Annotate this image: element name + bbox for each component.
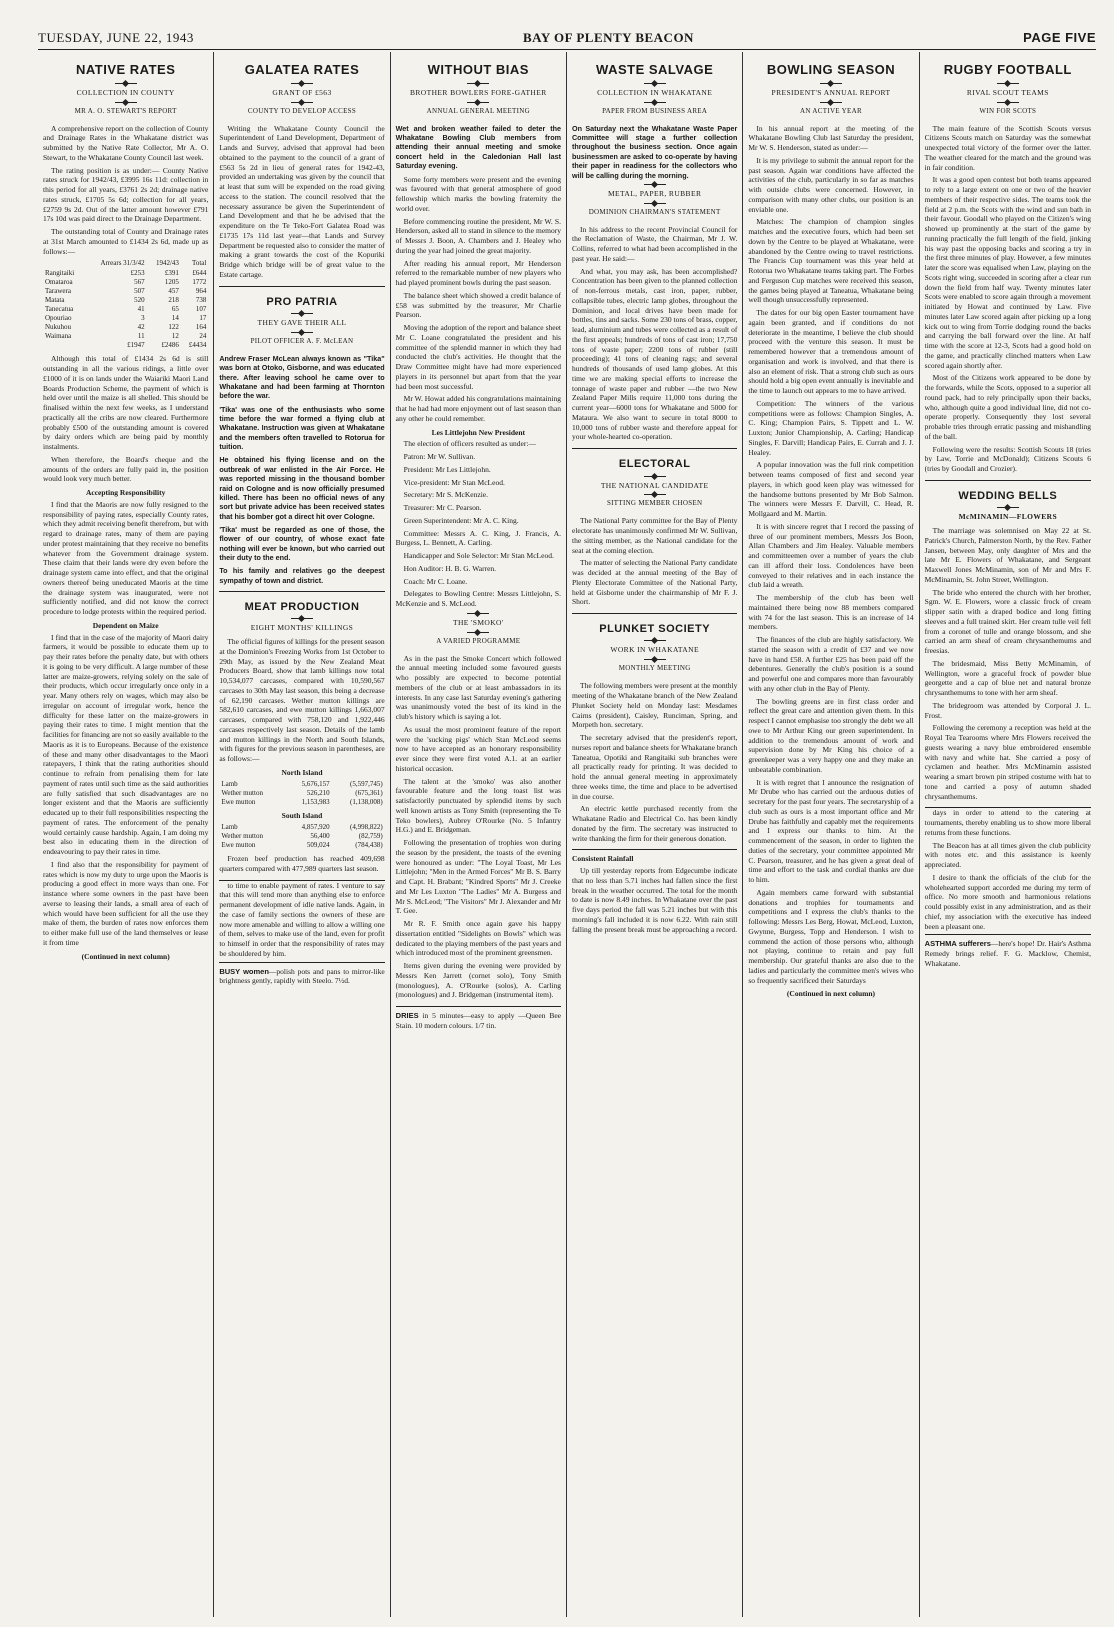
paragraph: Following the presentation of trophies won during the season by the president, the toasts of the evening were honoured as under: "The Loyal Toast, Mr Les Littlejohn; "Men in the Armed Forces" Mr B. S. Barry and Capt. H. Brabant; "Kindred Sports" Mr J. Creeke and Mr Les Luxton "The Ladies" Mr A. Burgess and Mr S. McLeod; "The Visitors" Mr J. Alexander and Mr T. Gee. [395,838,561,916]
paragraph: The official figures of killings for the present season at the Dominion's Freezing Works from 1st October to 29th May, as issued by the New Zealand Meat Producers Board, show that lamb killings now total 10,534,077 carcases, compared with 10,590,567 carcases to 30th May last season, this being a decrease of 62,190 carcases. Wether mutton killings are 582,610 carcases, and ewe mutton killings 1,663,007 carcases, compared with 758,120 and 1,922,446 carcases respectively last season. Details of the lamb and mutton killings in the North and South Islands, with figures for the previous season in parentheses, are as follows:— [219,637,385,764]
paragraph: Items given during the evening were provided by Messrs Ken Jarrett (cornet solo), Tony Smith (monologues), A. O'Rourke (solos), A. Carling (monologues) and J. Bridgeman (instrumental item). [395,961,561,1000]
subhead: THE NATIONAL CANDIDATE [600,480,709,490]
paragraph: The bride who entered the church with her brother, Sgm. W. E. Flowers, wore a classic frock of cream slipper satin with a draped bodice and long fitting sleeves and a full trained skirt. Her cream tulle veil fell from a coronet of tulle and orange blossom, and she carried an arm sheaf of cream chrysanthemums and freesias. [924,587,1091,656]
table-cell: 5,676,157 [301,779,330,788]
paragraph: After reading his annual report, Mr Henderson referred to the remarkable number of new players who had played prominent bowls during the past season. [395,258,561,288]
table-cell: 56,400 [310,831,330,840]
table-row [43,314,208,323]
article-bowling-season [748,62,913,999]
paragraph: Following were the results: Scottish Scouts 18 (tries by Law, Torrie and McDonald); Citizens Scouts 6 (tries by Goodall and Crozier). [924,444,1091,474]
divider-icon [115,83,137,84]
subhead: AN ACTIVE YEAR [800,106,862,115]
list-item: Hon Auditor: H. B. G. Warren. [403,563,497,573]
table-cell: 14 [171,314,179,323]
subhead: BROTHER BOWLERS FORE-GATHER [410,87,547,97]
table-cell: 738 [195,295,207,304]
paragraph: days in order to attend to the catering at tournaments, thereby enabling us to show more liberal returns from these functions. [924,808,1091,837]
section-rule [219,591,384,592]
headline-native-rates: NATIVE RATES [75,62,176,77]
headline-without-bias: WITHOUT BIAS [427,62,529,77]
table-cell: 4,857,920 [301,822,330,831]
subhead: COLLECTION IN WHAKATANE [597,87,713,97]
paragraph: Most of the Citizens work appeared to be done by the forwards, while the Scots, opposed to a superior all round pack, had to rely principally upon their backs, who, although quite a good individual line, did not co-operate properly. Consequently they lost several probable tries through erratic passing and mishandling of the ball. [924,373,1091,441]
headline-bowling-season: BOWLING SEASON [766,62,896,77]
article-native-rates [43,62,208,961]
subhead: RIVAL SCOUT TEAMS [966,87,1049,97]
masthead-date: TUESDAY, JUNE 22, 1943 [38,30,194,45]
paragraph: When therefore, the Board's cheque and the amounts of the orders are fully paid in, the position would look very much better. [43,454,209,484]
article-wedding-bells [925,489,1091,801]
table-cell: 42 [137,323,145,332]
paragraph: A popular innovation was the full rink competition between teams composed of first and second year players, in which good keen play was witnessed for the handsome buttons presented by Mr Bob Salmon. The winners were Messrs F. Darvill, C. Head, R. Mollgaard and M. Martin. [748,460,914,519]
divider-icon [644,659,666,660]
table-total-row [43,341,208,350]
table-cell: 24 [199,332,207,341]
paragraph: Some forty members were present and the evening was favoured with that general atmosphere of good fellowship which marks the bowling fraternity the world over. [395,174,561,213]
paragraph: The Beacon has at all times given the club publicity with notes etc. and this assistance is keenly appreciated. [924,840,1091,870]
table-row [219,832,384,841]
paragraph: Mr W. Howat added his congratulations maintaining that he had had more enjoyment out of last season than any other he could remember. [395,394,561,423]
table-cell: £644 [192,268,207,277]
article-meat-production [219,600,384,873]
table-cell: (5,597,745) [349,779,383,788]
list-item: Vice-president: Mr Stan McLeod. [403,477,505,487]
masthead-paper-name: BAY OF PLENTY BEACON [522,30,694,45]
table-cell: (4,998,822) [349,822,383,831]
paragraph: As usual the most prominent feature of the report were the 'sucking pigs' which Stan McLeod seems now to have accepted as an honorary responsibility ever since they were first voted A.1. at an earlier historical occasion. [395,724,561,773]
paragraph: I find that the Maoris are now fully resigned to the responsibility of paying rates, especially County rates, which they admit receiving benefit therefrom, but with regard to drainage rates, many of them are paying under protest maintaining that they receive no benefits whatever from the Government drainage system. These claim that their lands were dry even before the drainage system came into effect, and that the original owners thereof being uneducated Maoris at the time the drainage system was inaugurated, were not sufficiently notified, and did not know the correct procedure to lodge protests within the required period. [43,499,209,617]
paragraph: Frozen beef production has reached 409,698 quarters compared with 477,989 quarters last season. [219,854,385,873]
table-row [43,287,208,296]
list-item: Committee: Messrs A. C. King, J. Francis, A. Burgess, L. Bennett, A. Carling. [395,528,561,548]
north-island-table [219,780,384,807]
table-row [219,823,384,832]
table-cell: 41 [137,304,145,313]
subhead: COLLECTION IN COUNTY [76,87,175,97]
paragraph: Moving the adoption of the report and balance sheet Mr C. Loane congratulated the president and his committee of the splendid manner in which they had conducted the club's activities. He thought that the Draw Committee might have had more experienced players in its personnel but apart from that the year had been most successful. [395,323,561,391]
paragraph: The National Party committee for the Bay of Plenty electorate has unanimously confirmed Mr W. Sullivan, the sitting member, as the National candidate for the seat at the coming election. [571,516,738,555]
table-cell: Waimana [45,332,72,341]
divider-icon [997,83,1019,84]
paragraph: Competition: The winners of the various competitions were as follows: Champion Singles, A. C. King; Champion Pairs, S. Tippett and L. W. Luxton; Junior Championship, A. Carling; Handicap Singles, F. Darvill; Handicap Pairs, E. Currah and J. J. Healey. [748,398,914,457]
table-row [219,780,384,789]
paragraph: The membership of the club has been well maintained there being now 88 members compared with 74 for the last season. This is an increase of 14 members. [748,593,914,632]
headline-meat-production: MEAT PRODUCTION [244,601,360,614]
continued-native-rates [219,881,384,959]
table-cell: 567 [134,277,145,286]
article-galatea-rates [219,62,384,280]
column-4 [567,52,743,1617]
subhead: EIGHT MONTHS' KILLINGS [250,623,354,633]
divider-icon [644,83,666,84]
paragraph: As in the past the Smoke Concert which followed the annual meeting included some favoured guests who possibly are expected to become potential members of the club or at least ambassadors in its interests. In any case last Saturday evening's gathering was unanimously voted the best of its kind in the club's history which is saying a lot. [395,653,561,722]
section-rule [219,286,384,287]
divider-icon [291,618,313,619]
paragraph: The election of officers resulted as under:— [403,439,536,449]
table-cell: 107 [195,304,207,313]
table-row [43,323,208,332]
table-cell: £391 [164,268,179,277]
divider-icon [467,83,489,84]
paragraph: I desire to thank the officials of the club for the wholehearted support accorded me during my term of office. No more smooth and harmonious relations could possibly exist in any administration, and as their chief, my association with the executive has indeed been a pleasant one. [924,872,1091,931]
table-cell: 509,024 [306,840,330,849]
paragraph: The bridesmaid, Miss Betty McMinamin, of Wellington, wore a graceful frock of powder blue georgette and a cap of blue net and natural bronze chrysanthemums to tone with her arm sheaf. [924,658,1091,698]
paragraph: The outstanding total of County and Drainage rates at 31st March amounted to £1434 2s 6d, made up as follows:— [43,227,209,256]
paragraph: It was a good open contest but both teams appeared to rely to a large extent on one or two of the heavier members of their respective sides. The teams took the field at 2 p.m. the Scots with the wind and sun bath in their favour. Goodall who played on the Citizen's wing showed up prominently at the start of the game by running practically the full length of the field, jinking his way past the opposing backs and scoring a try in the first three minutes of play. However, a few minutes later the score was equalised when Law, playing on the Scots right wing, succeeded in scoring after a clear run down the field from half way. Twenty minutes later Scots were enabled to score again through a movement initiated by Howat and continued by Law. Five minutes later Law scored again after picking up a long kick out to wing from Torrie dodging round the backs and carrying the ball forward over the line. At half time with the score at 12-3, Scots had a good hold on the game, and practically clinched matters when Law scored again shortly after. [924,175,1091,370]
subhead: McMINAMIN—FLOWERS [958,512,1058,522]
table-row [43,305,208,314]
table-cell: 218 [168,295,179,304]
subhead: MONTHLY MEETING [618,664,691,673]
table-cell: £1947 [127,341,145,350]
list-item: Treasurer: Mr C. Pearson. [403,503,482,513]
table-cell: Wether mutton [221,788,263,797]
table-cell: 65 [171,304,179,313]
paragraph: The finances of the club are highly satisfactory. We started the season with a credit of £37 and we now have in hand £58. A further £25 has been paid off the debentures. Generally the club's position is a sound and powerful one and compares more than favourably with any other club in the Bay of Plenty. [748,635,914,693]
paragraph: to time to enable payment of rates. I venture to say that this will tend more than anything else to enforce permanent development of idle native lands. Again, in the case of family sections the owners of these are now more amenable and willing to allow a willing one of them, selves to make use of the land, even for profit to himself in order that the responsibility of rates may be shouldered by him. [219,880,385,958]
paragraph: Matches: The champion of champion singles matches and the executive fours, which had been set down by the Centre to be played at Whakatane, were abandoned by the Centre owing to travel restrictions. The Francis Cup tournament was this year held at Rotorua two Whakatane teams taking part. The Forbes and Ferguson Cup matches were received this season, the games being played at Taneatua, Whakatane being well though unsuccessfully represented. [748,217,914,305]
subhead-smoko: THE 'SMOKO' [452,617,504,627]
paragraph: The bridegroom was attended by Corporal J. L. Frost. [924,700,1091,720]
continued-note: (Continued in next column) [81,951,170,961]
table-cell: 507 [134,286,145,295]
divider-icon [467,613,489,614]
paragraph: The following members were present at the monthly meeting of the Whakatane branch of the New Zealand Plunket Society held on Monday last: Mesdames Cairns (president), Caisley, Runciman, Spring, and Morpeth hon. secretary. [571,681,738,730]
table-cell: 1772 [192,277,207,286]
table-row [219,789,384,798]
headline-pro-patria: PRO PATRIA [266,295,338,308]
divider-icon [644,476,666,477]
article-waste-salvage [572,62,737,442]
section-rule [572,613,737,614]
table-cell: 964 [195,286,207,295]
subhead: WORK IN WHAKATANE [610,645,699,655]
paragraph: In his address to the recent Provincial Council for the Reclamation of Waste, the Chairman, Mr J. W. Collins, referred to what had been accomplished in the past year. He said:— [571,224,738,263]
table-cell: 12 [171,332,179,341]
lede-paragraph: 'Tika' must be regarded as one of those, the flower of our country, of whose exact fate nothing will ever be known, but who carried out their duty to the end. [219,524,385,563]
list-item: Patron: Mr W. Sullivan. [403,452,476,462]
table-cell: £2486 [161,341,179,350]
table-cell: 17 [199,314,207,323]
paragraph: Mr R. F. Smith once again gave his happy dissertation entitled "Sidelights on Bowls" which was dedicated to the playing members of the past years and which introduced most of the prominent greensmen. [395,919,561,958]
table-row [43,278,208,287]
paragraph: The marriage was solemnised on May 22 at St. Patrick's Church, Palmerston North, by the Rev. Father Jansen, between May, only daughter of Mrs and the late Mr E. Flowers of Whakatane, and Sergeant Maxwell Jones McMinamin, son of Mr and Mrs F. McMinamin, St. John Street, Wellington. [924,526,1091,584]
table-cell: 11 [137,332,145,341]
subhead: ANNUAL GENERAL MEETING [426,106,530,115]
masthead-page-number: PAGE FIVE [1023,30,1096,45]
section-rule [572,849,737,850]
table-row [219,841,384,850]
divider-icon [644,203,666,204]
paragraph: Up till yesterday reports from Edgecumbe indicate that no less than 5.71 inches had fallen since the first break in the weather occurred. The total for the month to date is now 8.49 inches. In Whakatane over the past five days period the fall was 5.21 inches but with this morning's fall included it is now 6.22. With rain still falling the present break must be approaching a record. [571,866,738,934]
paragraph: An electric kettle purchased recently from the Whakatane Radio and Electrical Co. has been kindly donated by the firm. The secretary was instructed to write thanking the firm for their generous donation. [571,804,738,843]
table-cell: Total [192,259,207,268]
table-cell: Lamb [221,779,238,788]
paragraph: Again members came forward with substantial donations and trophies for tournaments and competitions and I express the club's thanks to the following: Messrs Les Berg, Howat, McLeod, Luxton, Gwynne, Burgess, Topp and Henderson. I wish to commend the action of those persons who, although not playing, continue to retain and pay full membership. Our grateful thanks are also due to the ladies and particularly the committee men's wives who so frequently sacrificed their Saturdays [748,887,914,985]
table-cell: 1942/43 [155,259,179,268]
article-rugby-football [925,62,1091,474]
subhead: THEY GAVE THEIR ALL [257,318,347,328]
paragraph: The rating position is as under:— County Native rates struck for 1942/43, £3995 16s 11d: collection in this period for all years, £3761 2s 2d; drainage native rates struck, £1705 5s 6d; collection for all years, £2759 9s 2d. Out of the latter amount however £791 17s 10d was paid direct to the Drainage Department. [43,165,209,224]
column-6 [920,52,1096,1617]
list-item: Secretary: Mr S. McKenzie. [403,490,489,500]
table-cell: 1,153,983 [301,797,330,806]
subhead: SITTING MEMBER CHOSEN [606,499,703,508]
section-rule [572,448,737,449]
paragraph: It is with sincere regret that I record the passing of three of our prominent members, Messrs Jos Boon, Allan Chambers and Jim Healey. Valuable members and committeemen over a number of years the club can ill afford their loss. Condolences have been conveyed to their relatives and in each instance the club laid a wreath. [748,521,914,590]
divider-icon [467,102,489,103]
table-cell: 164 [195,323,207,332]
table-cell: Opouriao [45,314,72,323]
table-cell: Wether mutton [221,831,263,840]
advert-asthma-remedy: ASTHMA sufferers—here's hope! Dr. Hair's Asthma Remedy brings relief. F. G. Macklow, Chemist, Whakatane. [925,934,1091,968]
paragraph: Following the ceremony a reception was held at the Royal Tea Tearooms where Mrs Flowers received the guests wearing a navy blue embroidered ensemble with navy and white hat. She carried a posy of cyclamen and heather. Mrs McMinamin assisted wearing a smart brown pin striped costume with hat to tone and carried a posy of autumn shaded chrysanthemums. [924,723,1091,801]
article-without-bias [396,62,561,1000]
table-title: South Island [281,810,323,820]
list-item: Handicapper and Sole Selector: Mr Stan McLeod. [403,551,554,561]
subhead: MR A. O. STEWART'S REPORT [74,106,177,115]
headline-galatea-rates: GALATEA RATES [244,62,360,77]
table-row [43,269,208,278]
headline-rugby-football: RUGBY FOOTBALL [943,62,1072,77]
section-subhead: Accepting Responsibility [85,488,166,498]
paragraph: The dates for our big open Easter tournament have again been granted, and if conditions do not deteriorate in the meantime, I believe the club should proceed with the venture this season. It must be remembered however that a tremendous amount of organisation and work is involved, and that there is also an element of risk. That a strong club such as ours should hold a big open event annually is inevitable and the time to launch out appears to me to have arrived. [748,308,914,396]
paragraph: The balance sheet which showed a credit balance of £58 was submitted by the treasurer, Mr Charlie Pearson. [395,290,561,320]
divider-icon [291,332,313,333]
headline-waste-salvage: WASTE SALVAGE [596,62,714,77]
table-cell: (784,438) [355,840,383,849]
table-cell: (675,361) [355,788,383,797]
paragraph: The talent at the 'smoko' was also another favourable feature and the long toast list was satisfactorily punctuated by splendid items by such well known artists as Tony Smith (representing the Te Teko bowlers), Aubrey O'Rourke (No. 5 Infantry H.G.) and E. Bridgeman. [395,776,561,835]
table-cell: Matata [45,295,65,304]
masthead [38,30,1096,50]
table-title: North Island [281,767,323,777]
advert-steelo: BUSY women—polish pots and pans to mirror-like brightness gently, rapidly with Steelo. 7½d. [219,962,384,987]
subhead: METAL, PAPER, RUBBER [607,188,702,198]
article-electoral [572,457,737,607]
continued-bowling-report [925,808,1091,931]
divider-icon [820,83,842,84]
divider-icon [997,102,1019,103]
table-cell: £4434 [188,341,207,350]
subhead: PAPER FROM BUSINESS AREA [602,106,708,115]
paragraph: It is with regret that I announce the resignation of Mr Drube who has carried out the arduous duties of secretary for the past four years. The secretaryship of a club such as ours is a most important office and Mr Drube has faithfully and capably met the requirements and I express our thanks to him. At the commencement of the season, in order to lighten the duties of the secretary, your committee appointed Mr C. Pearson, treasurer, and he has given a great deal of time and effort to the task and cordial thanks are due to him. [748,777,914,885]
table-cell: Omataroa [45,277,73,286]
subhead: DOMINION CHAIRMAN'S STATEMENT [588,207,721,216]
table-cell: Ewe mutton [221,797,256,806]
table-cell: 122 [168,323,179,332]
south-island-table [219,823,384,850]
divider-icon [644,102,666,103]
table-cell: 457 [168,286,179,295]
table-cell: Tarawera [45,286,71,295]
subhead: PRESIDENT'S ANNUAL REPORT [771,87,891,97]
headline-plunket-society: PLUNKET SOCIETY [599,623,711,636]
divider-icon [820,102,842,103]
article-rainfall [572,854,737,934]
table-cell: Nukuhou [45,323,72,332]
column-5 [743,52,919,1617]
column-grid [38,52,1096,1617]
lede-paragraph: Wet and broken weather failed to deter the Whakatane Bowling Club members from attending their annual meeting and smoke concert held in the Caledonian Hall last Saturday evening. [395,123,561,171]
lede-paragraph: To his family and relatives go the deepest sympathy of town and district. [219,566,385,585]
divider-icon [467,632,489,633]
paragraph: And what, you may ask, has been accomplished? Concentration has been given to the planned collection of non-ferrous metals, cast iron, paper, rubber, collapsible tubes, electric lamp globes, throughout the Dominion, and local drives have been made for bottles, tins and sacks. Some 230 tons of brass, copper, lead, aluminium and tubes were collected as a result of the first appeals; hundreds of tons of cast iron; 17,750 tons of waste paper; 2200 tons of rubber (still proceeding); 41 tons of cleaning rags; and several hundreds of thousands of used lamp globes. At this time we are making special efforts to increase the tonnage of waste paper and rubber —the two New Zealand Paper Mills require 11,000 tons during the current year—6000 tons for Whakatane and 5000 for Mataura. We also want to secure in total 8000 to 10,000 tons of rubber waste and therefore appeal for your whole-hearted co-operation. [571,266,738,442]
advert-queen-bee-stain: DRIES in 5 minutes—easy to apply —Queen Bee Stain. 10 modern colours. 1/7 tin. [396,1006,561,1031]
paragraph: The matter of selecting the National Party candidate was decided at the annual meeting of the Bay of Plenty Electorate Committee of the National Party, held at Gisborne under the chairmanship of Mr F. J. Short. [571,558,738,607]
paragraph: It is my privilege to submit the annual report for the past season. Again war conditions have affected the activities of the club, particularly in so far as matches with outside clubs were concerned. However, in comparison with many other clubs, our position is an enviable one. [748,155,914,214]
section-subhead: Dependent on Maize [92,620,159,630]
paragraph: Writing the Whakatane County Council the Superintendent of Land Development, Department of Lands and Survey, advised that approval had been obtained to the payment to the council of a grant of £563 5s 2d in lieu of general rates for 1942-43, provided an undertaking was given by the council that at least that sum will be expended on the road giving access to the station. The council resolved that the necessary assurance be given the Superintendent of Land Development and that he be advised that the expenditure on the Te Teko-Fort Galatea Road was £1735 17s 11d last year—that Lands and Survey Department be requested also to consider the matter of making a grant towards the cost of the Kopuriki Bridge which bridge will be of great value to the Estate cartage. [219,123,385,279]
arrears-table [43,259,208,350]
table-cell: 3 [141,314,145,323]
list-item: Green Superintendent: Mr A. C. King. [403,515,519,525]
table-cell: (1,138,008) [349,797,383,806]
divider-icon [644,494,666,495]
lede-paragraph: Andrew Fraser McLean always known as "Tika" was born at Otoko, Gisborne, and was educated there. After leaving school he came over to Whakatane and had been farming at Thornton before the war. [219,353,385,401]
table-cell: (82,759) [358,831,383,840]
article-pro-patria [219,295,384,585]
divider-icon [997,507,1019,508]
column-2 [214,52,390,1617]
article-plunket-society [572,622,737,843]
paragraph: The bowling greens are in first class order and reflect the great care and attention given them. In this respect I cannot emphasise too strongly the debt we all owe to Mr Arthur King our green superintendent. In addition to the tremendous amount of work and supervision done by Mr King his choice of a greenkeeper was a very happy one and they make an unbeatable combination. [748,696,914,774]
table-row [43,296,208,305]
paragraph: I find that in the case of the majority of Maori dairy farmers, it would be possible to educate them up to pay their rates before the penalty date, but with others it is going to be very difficult. A large number of these latter are maize-growers, relying solely on the sale of their products, which occur irregularly once only in a year. Many others rely on wages, which may also be irregular on account of irregular work, hence the difficulty for these latter on the maize-growers in paying their rates to time. I might mention that the facilities for financing are not so easily available to the Maoris as it is to Europeans. Because of the existence of these and many other disadvantages to the Maori ratepayers, I think that the rating authorities should continue to refrain from penalising them for late payment of rates until such time as the said authorities are fully satisfied that such disadvantages are no longer existent and that the Maoris are sufficiently educated up to their full responsibilities respecting the payment of rates. The enforcement of the penalty would certainly cause hardship. Again, I am doing my best also in educating them in the direction of endeavouring to pay their rates in time. [43,632,209,857]
paragraph: Although this total of £1434 2s 6d is still outstanding in all the various ridings, a little over £1000 of it is on lands under the Waiariki Maori Land Boards Production Scheme, the payment of which is held over until the maize is all shelled. This should be finalised within the next few weeks, as I understand practically all the cribs are now cleared. Furthermore probably £500 of the outstanding amount is covered by dairy orders which are being paid by monthly instalments. [43,354,209,452]
table-cell: 1205 [164,277,179,286]
table-cell: Lamb [221,822,238,831]
table-row [43,332,208,341]
column-3 [391,52,567,1617]
subhead: GRANT OF £563 [272,87,332,97]
divider-icon [644,184,666,185]
table-cell [43,341,85,350]
subhead: COUNTY TO DEVELOP ACCESS [247,106,357,115]
lede-paragraph: He obtained his flying license and on the outbreak of war enlisted in the Air Force. He was reported missing in the thousand bomber raid on Cologne and is now officially presumed killed. There has been no official news of any sort but private advice has been received states that his bomber got a direct hit over Cologne. [219,455,385,521]
section-subhead: Les Littlejohn New President [431,427,526,437]
list-item: President: Mr Les Littlejohn. [403,464,491,474]
subhead: WIN FOR SCOTS [979,106,1037,115]
table-cell: Tanecatua [45,304,74,313]
table-cell: 526,210 [306,788,330,797]
paragraph: The secretary advised that the president's report, nurses report and balance sheets for Whakatane branch Taneatua, Opotiki and Rangitaiki sub branches were all practically ready for printing. It was decided to hold the annual general meeting in approximately three weeks time, the time and place to be advertised in due course. [571,733,738,801]
table-header-row [43,259,208,268]
list-item: Coach: Mr C. Loane. [403,576,468,586]
paragraph: In his annual report at the meeting of the Whakatane Bowling Club last Saturday the president, Mr W. S. Henderson, stated as under:— [748,123,914,153]
subhead: A VARIED PROGRAMME [436,636,521,645]
table-cell: Rangitaiki [45,268,75,277]
divider-icon [115,102,137,103]
paragraph: A comprehensive report on the collection of County and Drainage Rates in the Whakatane district was submitted by the Native Rate Collector, Mr A. O. Stewart, to the Whakatane County Council last week. [43,123,209,162]
divider-icon [291,313,313,314]
headline-wedding-bells: WEDDING BELLS [958,489,1058,502]
subhead: PILOT OFFICER A. F. McLEAN [250,336,354,345]
paragraph: I find also that the responsibility for payment of rates which is now my duty to urge upon the Maoris is producing a good effect in more ways than one. For instance where some owners in the past have been averse to leasing their lands, a small area of each of which would have been sufficient for all the use they make of them, the burden of rates now enforces them to either make full use of the land themselves or lease it from time [43,859,209,947]
section-rule [925,480,1091,481]
continued-note: (Continued in next column) [786,989,876,999]
table-cell: £253 [130,268,145,277]
headline-electoral: ELECTORAL [618,458,691,471]
table-row [219,798,384,807]
headline-rainfall: Consistent Rainfall [571,854,634,864]
list-item: Delegates to Bowling Centre: Messrs Littlejohn, S. McKenzie and S. McLeod. [395,589,561,609]
table-cell: 520 [134,295,145,304]
paragraph: The main feature of the Scottish Scouts versus Citizens Scouts match on Saturday was the somewhat unexpected total victory of the former over the latter. The weather cleared for the match and the ground was in fair condition. [924,123,1091,172]
table-cell: Arrears 31/3/42 [100,259,145,268]
paragraph: Before commencing routine the president, Mr W. S. Henderson, asked all to stand in silence to the memory of Messrs J. Boon, A. Chambers and J. Healey who during the year had joined the great majority. [395,216,561,255]
divider-icon [291,83,313,84]
lede-paragraph: On Saturday next the Whakatane Waste Paper Committee will stage a further collection throughout the business section. Once again businessmen are asked to co-operate by having their paper in readiness for the collectors who will be calling during the morning. [571,123,738,180]
divider-icon [291,102,313,103]
lede-paragraph: 'Tika' was one of the enthusiasts who some time before the war formed a flying club at Whakatane. Instruction was given at Whakatane and the members often travelled to Rotorua for tuition. [219,404,385,452]
table-cell: Ewe mutton [221,840,256,849]
column-1 [38,52,214,1617]
table-cell [43,259,85,268]
divider-icon [644,640,666,641]
